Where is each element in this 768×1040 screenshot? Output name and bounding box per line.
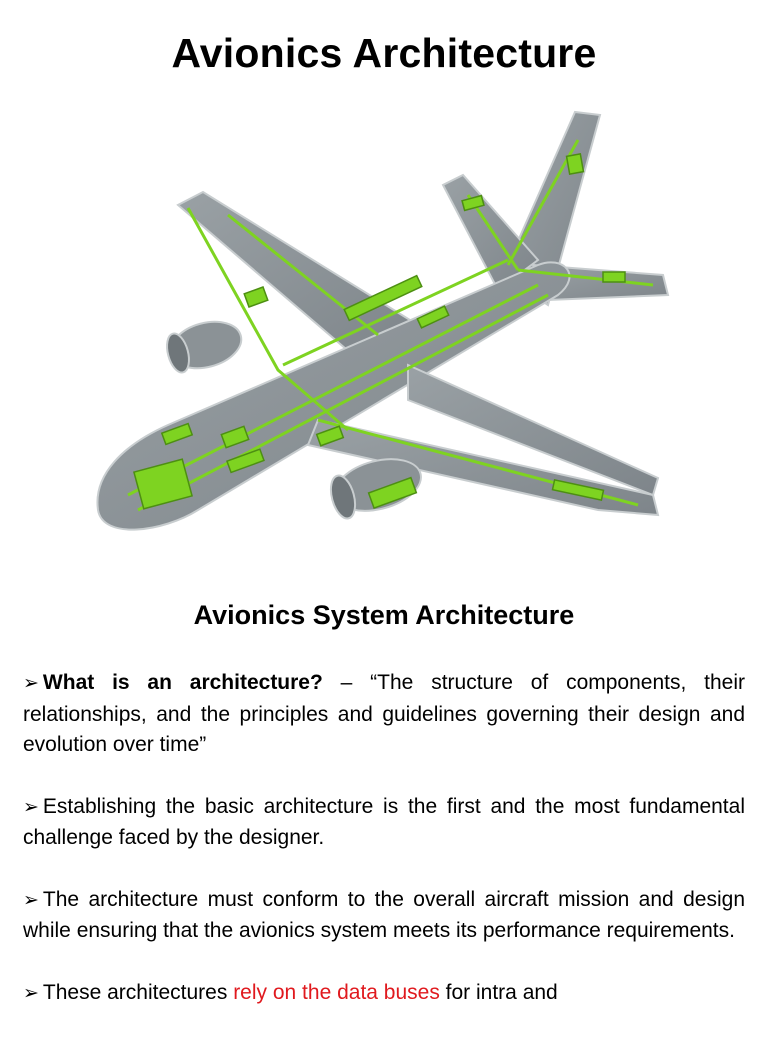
arrow-bullet-icon: ➢ [23, 796, 39, 818]
bullet-text: These architectures [42, 980, 234, 1004]
bullet-text: The architecture must conform to the overall aircraft mission and design while ensuring that the avionics system meets its performance requirements. [23, 887, 745, 942]
bullet-lead: What is an architecture? [42, 671, 323, 694]
bullet-item [23, 978, 745, 1010]
bullet-text-after: for intra and [439, 980, 558, 1004]
bullet-text: Establishing the basic architecture is the first and the most fundamental challenge faced by the designer. [23, 794, 745, 849]
arrow-bullet-icon: ➢ [23, 982, 39, 1004]
arrow-bullet-icon: ➢ [23, 673, 39, 694]
bullet-item [23, 792, 745, 854]
slide-title: Avionics Architecture [171, 30, 597, 76]
bullet-list [23, 668, 745, 1040]
arrow-bullet-icon: ➢ [23, 889, 39, 911]
bullet-text: – “The structure of components, their relationships, and the principles and guidelines governing their design and evolution over time” [23, 671, 745, 756]
section-title: Avionics System Architecture [193, 600, 575, 630]
bullet-highlight: rely on the data buses [233, 980, 440, 1004]
bullet-item [23, 668, 745, 761]
airplane-avionics-diagram-icon [78, 100, 678, 550]
bullet-item [23, 885, 745, 947]
